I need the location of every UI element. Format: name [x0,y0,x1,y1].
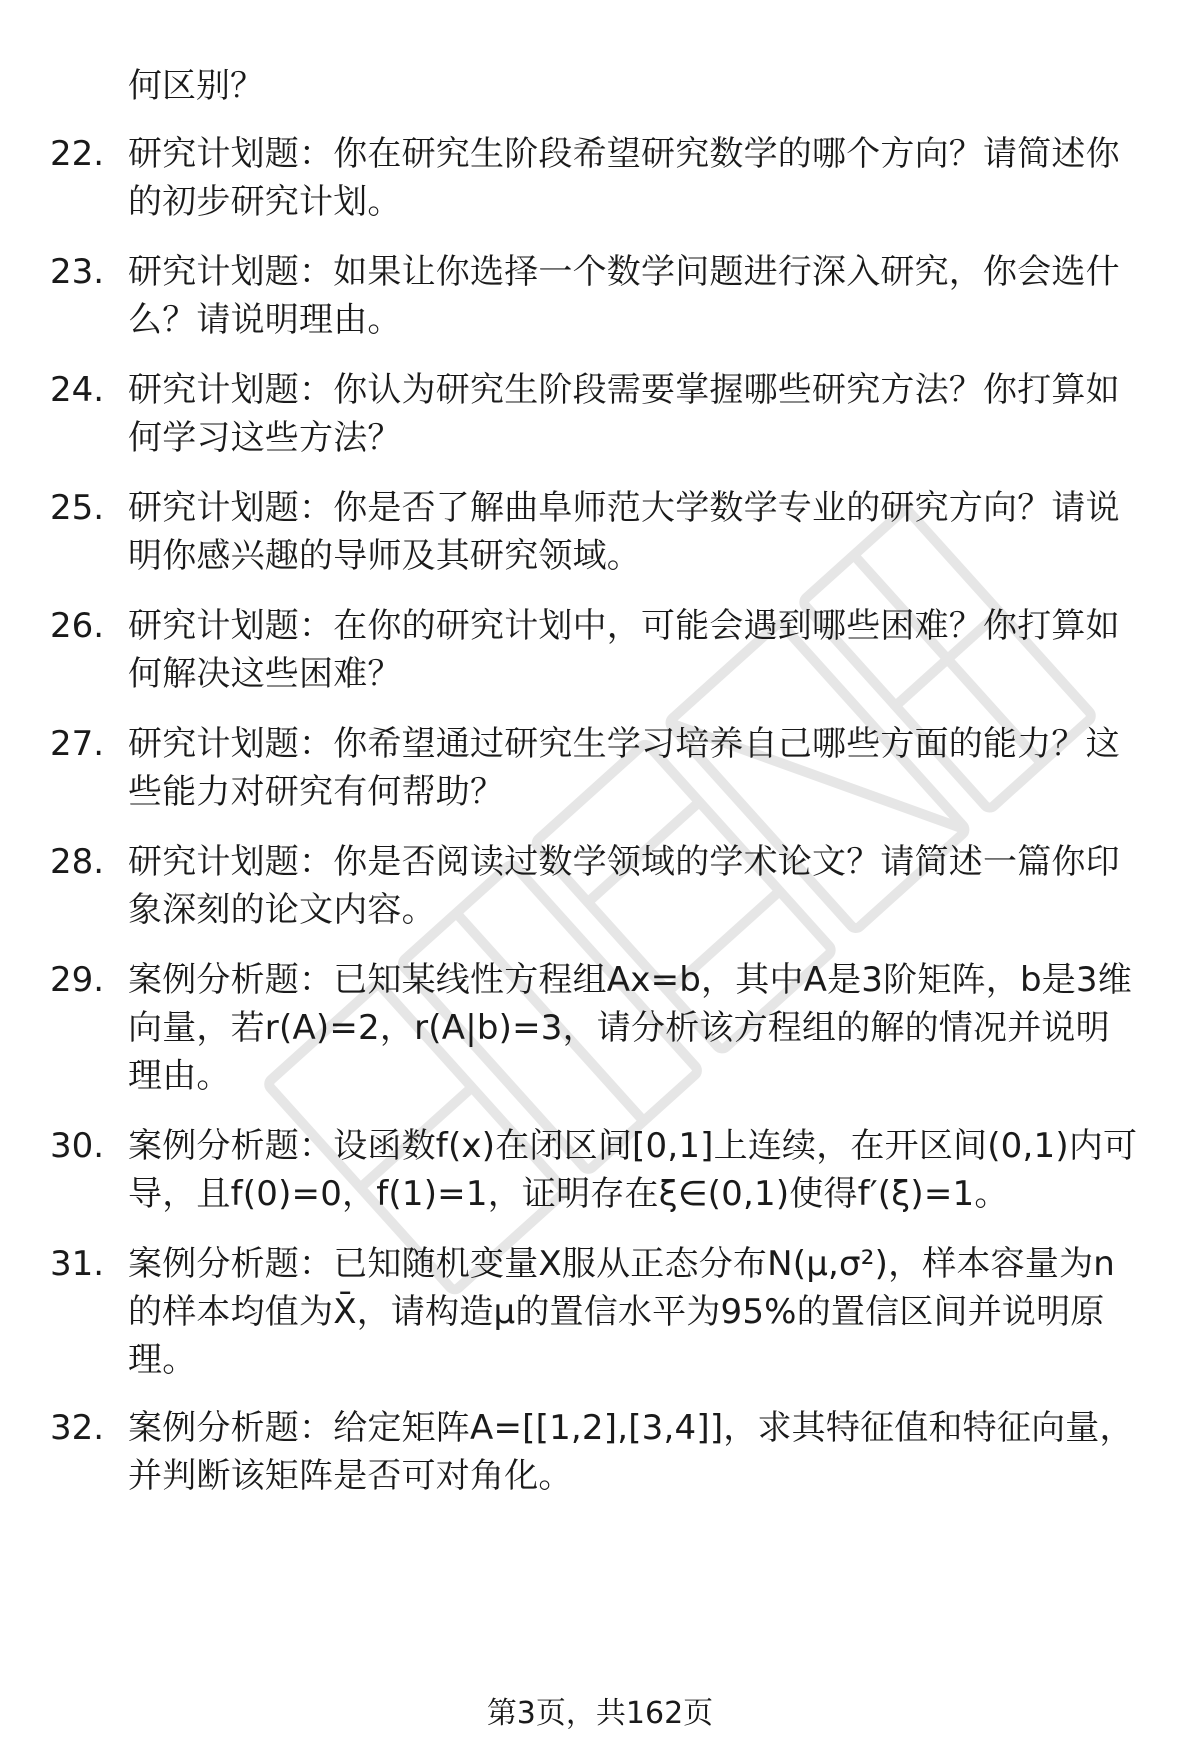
item-number: 25. [50,488,105,528]
item-number: 24. [50,370,105,410]
item-number: 32. [50,1408,105,1448]
item-text: 研究计划题：在你的研究计划中，可能会遇到哪些困难？你打算如何解决这些困难？ [128,606,1120,694]
item-text: 研究计划题：你认为研究生阶段需要掌握哪些研究方法？你打算如何学习这些方法？ [128,370,1120,458]
item-text: 研究计划题：你是否阅读过数学领域的学术论文？请简述一篇你印象深刻的论文内容。 [128,842,1120,930]
item-number: 23. [50,252,105,292]
item-text: 研究计划题：如果让你选择一个数学问题进行深入研究，你会选什么？请说明理由。 [128,252,1120,340]
item-text: 案例分析题：设函数f(x)在闭区间[0,1]上连续，在开区间(0,1)内可导，且f(0)=0，f(1)=1，证明存在ξ∈(0,1)使得f′(ξ)=1。 [128,1126,1138,1214]
item-number: 27. [50,724,105,764]
item-text: 案例分析题：已知随机变量X服从正态分布N(μ,σ²)，样本容量为n的样本均值为X̄，请构造μ的置信水平为95%的置信区间并说明原理。 [128,1244,1116,1380]
item-text: 案例分析题：已知某线性方程组Ax=b，其中A是3阶矩阵，b是3维向量，若r(A)=2，r(A|b)=3，请分析该方程组的解的情况并说明理由。 [128,960,1132,1096]
item-number: 30. [50,1126,105,1166]
item-number: 28. [50,842,105,882]
continuation-text: 何区别？ [128,66,264,106]
item-number: 22. [50,134,105,174]
page-footer: 第3页，共162页 [486,1696,714,1731]
item-text: 案例分析题：给定矩阵A=[[1,2],[3,4]]，求其特征值和特征向量，并判断该矩阵是否可对角化。 [128,1408,1134,1496]
item-number: 26. [50,606,105,646]
item-number: 31. [50,1244,105,1284]
item-text: 研究计划题：你在研究生阶段希望研究数学的哪个方向？请简述你的初步研究计划。 [128,134,1120,222]
item-text: 研究计划题：你希望通过研究生学习培养自己哪些方面的能力？这些能力对研究有何帮助？ [128,724,1120,812]
item-number: 29. [50,960,105,1000]
item-text: 研究计划题：你是否了解曲阜师范大学数学专业的研究方向？请说明你感兴趣的导师及其研究领域。 [128,488,1120,576]
